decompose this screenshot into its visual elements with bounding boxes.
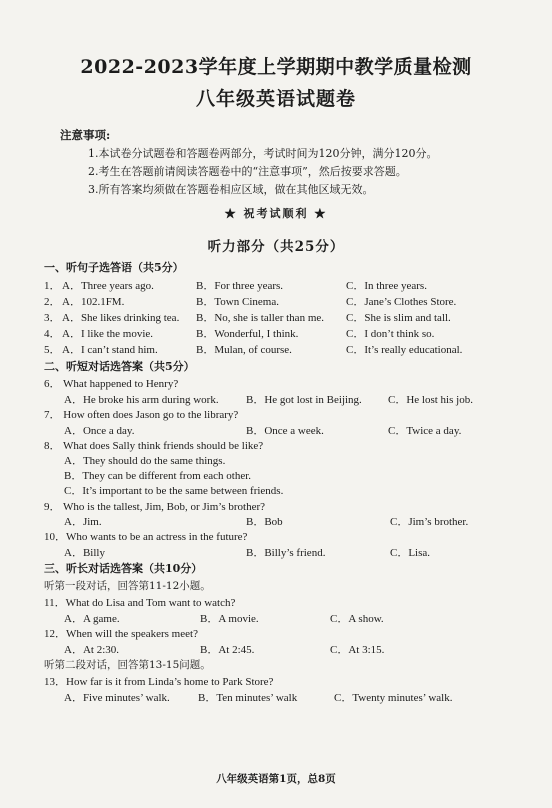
option-c: C．He lost his job. xyxy=(388,394,473,406)
option-c: C．A show. xyxy=(330,613,384,625)
option-c: C．It’s really educational. xyxy=(346,344,463,356)
option-c: C．Lisa. xyxy=(390,547,431,559)
option-b: B．Wonderful, I think. xyxy=(196,328,299,340)
option-b: B．At 2:45. xyxy=(200,644,255,656)
option-c: C．Jane’s Clothes Store. xyxy=(346,296,457,308)
exam-title: 2022-2023学年度上学期期中教学质量检测 xyxy=(80,56,472,78)
option-c: C．I don’t think so. xyxy=(346,328,435,340)
option-a: A．Once a day. xyxy=(64,425,135,437)
option-a: A．I like the movie. xyxy=(62,328,154,340)
question-stem: 13．How far is it from Linda’s home to Park Store? xyxy=(44,676,274,688)
section-2-heading: 二、听短对话选答案（共5分） xyxy=(44,360,195,373)
option-a: A．She likes drinking tea. xyxy=(62,312,180,324)
option-b: B．Ten minutes’ walk xyxy=(198,692,298,704)
option-b: B．Town Cinema. xyxy=(196,296,279,308)
option-b: B．He got lost in Beijing. xyxy=(246,394,362,406)
question-stem: 10．Who wants to be an actress in the future? xyxy=(44,531,248,543)
option-a: A．Five minutes’ walk. xyxy=(64,692,170,704)
option-c: C．It’s important to be the same between friends. xyxy=(64,485,284,497)
good-luck-wish: ★ 祝考试顺利 ★ xyxy=(224,207,328,220)
question-number: 3． xyxy=(44,312,61,324)
instruction-dialogue-2: 听第二段对话，回答第13-15问题。 xyxy=(44,659,211,671)
listening-part-title: 听力部分（共25分） xyxy=(207,239,345,255)
option-a: A．Three years ago. xyxy=(62,280,154,292)
exam-subtitle: 八年级英语试题卷 xyxy=(195,88,356,110)
option-b: B．A movie. xyxy=(200,613,259,625)
section-1-heading: 一、听句子选答语（共5分） xyxy=(44,261,184,274)
option-a: A．At 2:30. xyxy=(64,644,119,656)
question-stem: 9． Who is the tallest, Jim, Bob, or Jim’s brother? xyxy=(44,501,265,513)
section-3-heading: 三、听长对话选答案（共10分） xyxy=(44,562,203,575)
option-c: C．She is slim and tall. xyxy=(346,312,451,324)
question-stem: 8． What does Sally think friends should be like? xyxy=(44,440,264,452)
option-a: A．I can’t stand him. xyxy=(62,344,158,356)
option-b: B．For three years. xyxy=(196,280,284,292)
question-stem: 7． How often does Jason go to the library? xyxy=(44,409,239,421)
page-footer: 八年级英语第1页，总8页 xyxy=(216,773,336,785)
notice-item-2: 2.考生在答题前请阅读答题卷中的“注意事项”，然后按要求答题。 xyxy=(88,165,407,178)
option-b: B．Billy’s friend. xyxy=(246,547,326,559)
notice-item-1: 1.本试卷分试题卷和答题卷两部分，考试时间为120分钟，满分120分。 xyxy=(88,147,438,160)
question-number: 2． xyxy=(44,296,61,308)
option-b: B．They can be different from each other. xyxy=(64,470,252,482)
question-stem: 6． What happened to Henry? xyxy=(44,378,179,390)
notice-item-3: 3.所有答案均须做在答题卷相应区域，做在其他区域无效。 xyxy=(88,183,374,196)
question-number: 5． xyxy=(44,344,61,356)
notice-heading: 注意事项: xyxy=(60,128,111,142)
option-c: C．In three years. xyxy=(346,280,427,292)
option-c: C．Jim’s brother. xyxy=(390,516,469,528)
option-b: B．No, she is taller than me. xyxy=(196,312,325,324)
option-a: A．A game. xyxy=(64,613,120,625)
option-a: A．102.1FM. xyxy=(62,296,125,308)
option-b: B．Mulan, of course. xyxy=(196,344,292,356)
option-c: C．Twenty minutes’ walk. xyxy=(334,692,453,704)
question-stem: 12．When will the speakers meet? xyxy=(44,628,198,640)
option-a: A．Billy xyxy=(64,547,105,559)
instruction-dialogue-1: 听第一段对话，回答第11-12小题。 xyxy=(44,580,211,592)
option-b: B．Once a week. xyxy=(246,425,324,437)
option-a: A．They should do the same things. xyxy=(64,455,226,467)
question-stem: 11．What do Lisa and Tom want to watch? xyxy=(44,597,236,609)
option-a: A．Jim. xyxy=(64,516,102,528)
question-number: 4． xyxy=(44,328,61,340)
option-c: C．At 3:15. xyxy=(330,644,385,656)
option-a: A．He broke his arm during work. xyxy=(64,394,219,406)
option-c: C．Twice a day. xyxy=(388,425,462,437)
option-b: B．Bob xyxy=(246,516,283,528)
question-number: 1． xyxy=(44,280,61,292)
